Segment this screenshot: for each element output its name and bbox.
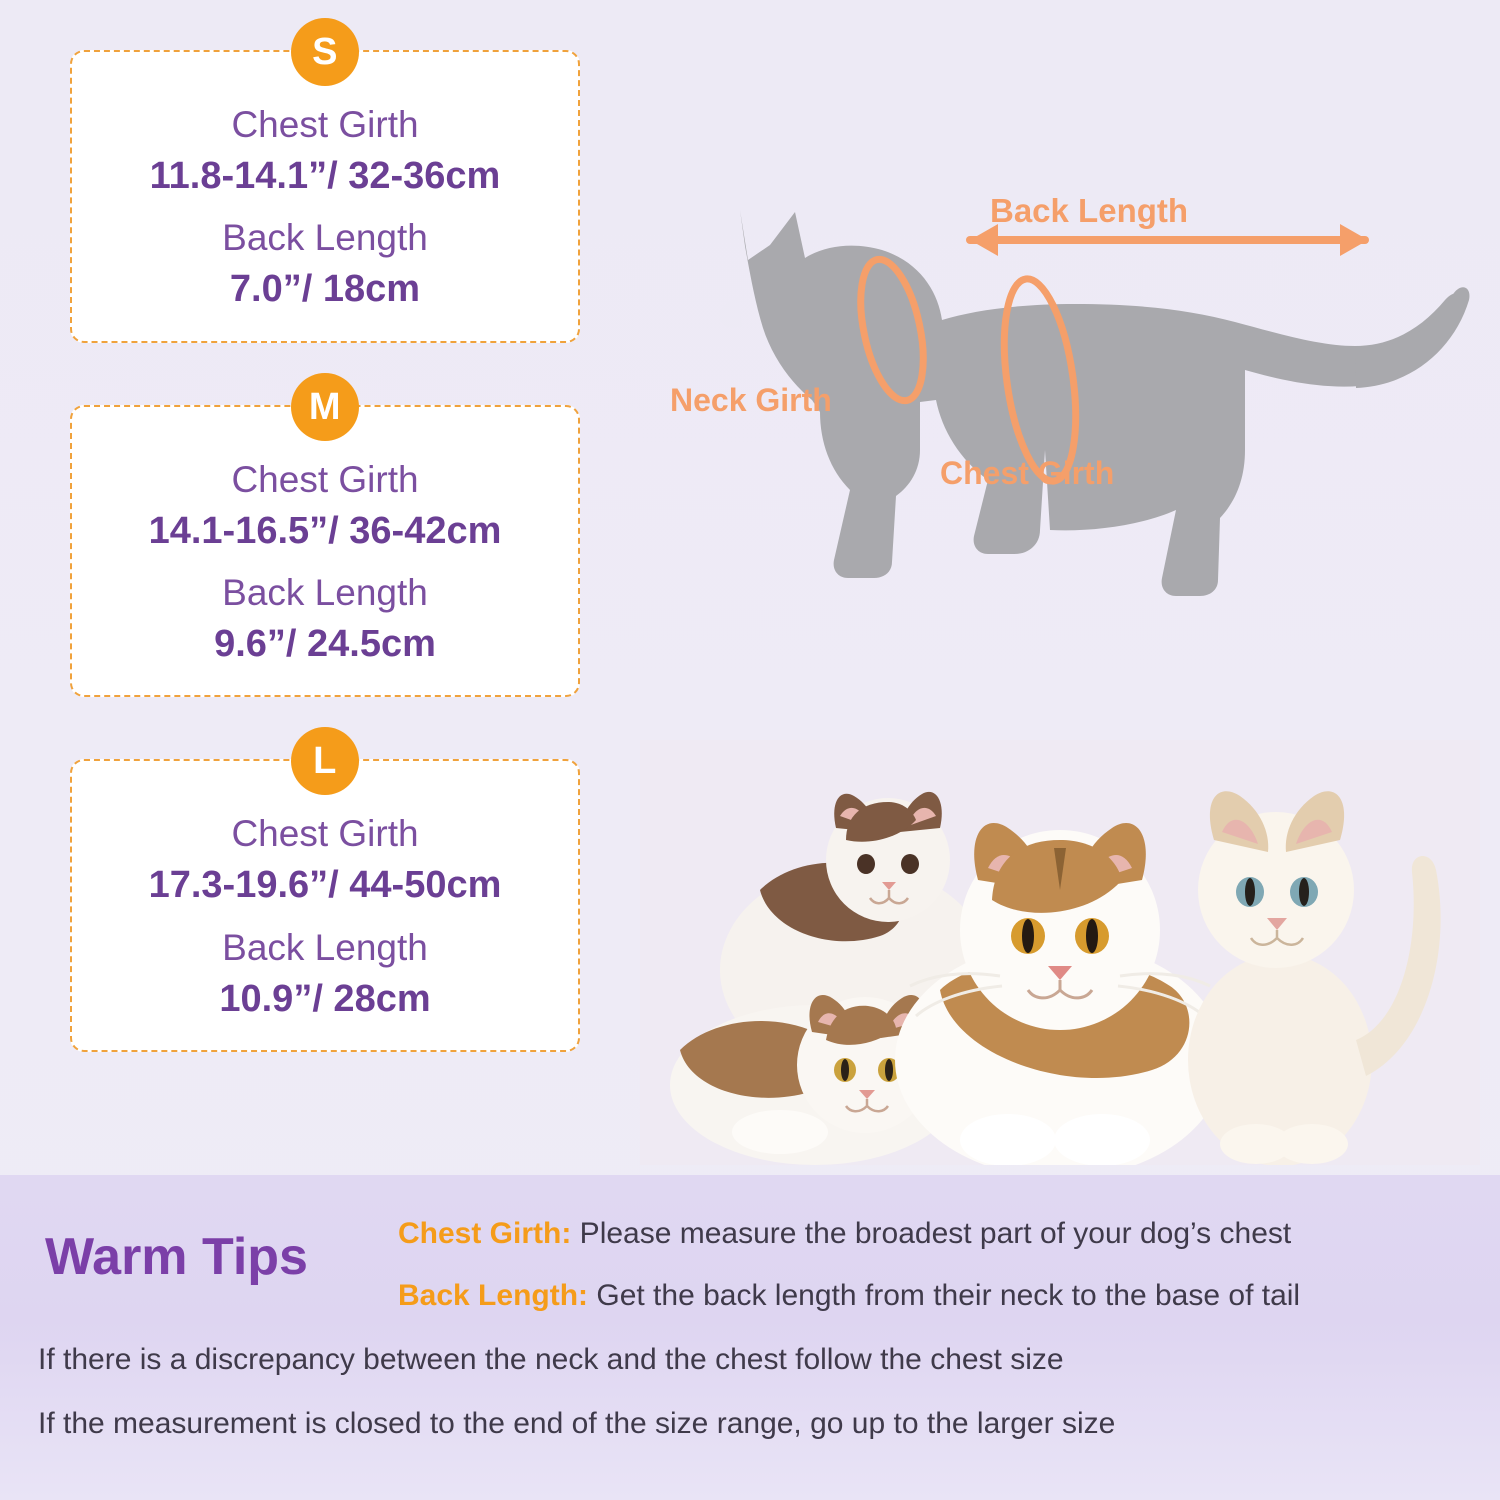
chest-girth-value: 17.3-19.6”/ 44-50cm [148, 864, 502, 907]
chest-girth-label: Chest Girth [231, 813, 419, 855]
tip-back-length [398, 1279, 1300, 1313]
warm-tips-panel [0, 1175, 1500, 1500]
back-length-value: 10.9”/ 28cm [219, 977, 431, 1020]
tip-chest-girth-key: Chest Girth: [398, 1217, 572, 1250]
back-length-value: 7.0”/ 18cm [229, 268, 421, 311]
diagram-back-length-label: Back Length [990, 192, 1189, 229]
back-length-value: 9.6”/ 24.5cm [214, 622, 436, 665]
back-length-label: Back Length [222, 217, 428, 259]
tip-back-length-key: Back Length: [398, 1279, 589, 1312]
size-cards [70, 31, 580, 1114]
tip-note-discrepancy: If there is a discrepancy between the neck and the chest follow the chest size [38, 1343, 1064, 1376]
chest-girth-value: 14.1-16.5”/ 36-42cm [148, 509, 502, 552]
diagram-chest-girth-label: Chest Girth [940, 455, 1115, 491]
size-badge-s: S [291, 18, 359, 86]
chest-girth-value: 11.8-14.1”/ 32-36cm [149, 154, 501, 197]
warm-tips-title: Warm Tips [45, 1228, 308, 1286]
diagram-neck-girth-label: Neck Girth [670, 382, 832, 418]
measurement-diagram [620, 150, 1480, 620]
chest-girth-label: Chest Girth [231, 458, 419, 500]
tip-back-length-text: Get the back length from their neck to the base of tail [588, 1279, 1301, 1312]
back-length-label: Back Length [222, 571, 428, 613]
size-badge-m: M [291, 373, 359, 441]
tip-chest-girth-text: Please measure the broadest part of your dog’s chest [571, 1217, 1292, 1250]
size-card-m [70, 385, 580, 698]
cats-photo [640, 740, 1480, 1165]
tip-note-larger-size: If the measurement is closed to the end of the size range, go up to the larger size [38, 1407, 1116, 1440]
cats-photo-illustration [640, 740, 1480, 1165]
chest-girth-label: Chest Girth [231, 104, 419, 145]
size-card-s [70, 31, 580, 343]
back-length-label: Back Length [222, 926, 428, 968]
size-card-l [70, 740, 580, 1052]
tip-chest-girth [398, 1217, 1291, 1251]
size-badge-l: L [291, 727, 359, 795]
